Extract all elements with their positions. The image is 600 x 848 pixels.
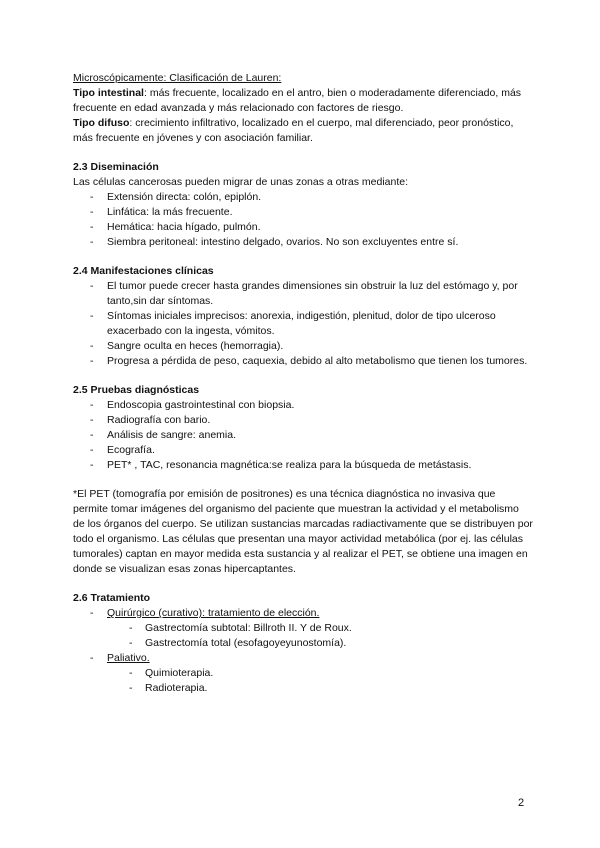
tipo-difuso-label: Tipo difuso: [73, 117, 130, 129]
list-item: - Ecografía.: [73, 443, 533, 458]
list-item: - Gastrectomía total (esofagoyeyunostomía).: [73, 636, 533, 651]
list-item: - Sangre oculta en heces (hemorragia).: [73, 339, 533, 354]
section-title-diseminacion: 2.3 Diseminación: [73, 161, 159, 173]
list-item: - Quimioterapia.: [73, 666, 533, 681]
tipo-difuso-text: : crecimiento infiltrativo, localizado en el cuerpo, mal diferenciado, peor pronóstico, más frecuente en jóvenes y con asociación familiar.: [73, 117, 514, 144]
page-number: 2: [518, 797, 525, 809]
list-item: - Extensión directa: colón, epiplón.: [73, 190, 533, 205]
tipo-intestinal-label: Tipo intestinal: [73, 87, 144, 99]
list-item: - Síntomas iniciales imprecisos: anorexia, indigestión, plenitud, dolor de tipo ulceroso exacerbado con la ingesta, vómitos.: [73, 309, 533, 339]
list-item-paliativo: [73, 651, 533, 666]
lauren-heading: Microscópicamente: Clasificación de Lauren:: [73, 72, 282, 84]
diseminacion-list: [73, 190, 533, 250]
tipo-intestinal-paragraph: [73, 86, 533, 116]
section-title-pruebas: 2.5 Pruebas diagnósticas: [73, 384, 200, 396]
list-item: - Análisis de sangre: anemia.: [73, 428, 533, 443]
section-title-tratamiento: 2.6 Tratamiento: [73, 592, 151, 604]
tratamiento-list: [73, 606, 533, 696]
section-title-manifestaciones: 2.4 Manifestaciones clínicas: [73, 265, 214, 277]
tipo-difuso-paragraph: [73, 116, 533, 146]
list-item: - El tumor puede crecer hasta grandes dimensiones sin obstruir la luz del estómago y, por tanto,sin dar síntomas.: [73, 279, 533, 309]
document-page: [73, 71, 533, 696]
diseminacion-intro: Las células cancerosas pueden migrar de unas zonas a otras mediante:: [73, 176, 409, 188]
manifestaciones-list: [73, 279, 533, 369]
pet-note: *El PET (tomografía por emisión de positrones) es una técnica diagnóstica no invasiva que permite tomar imágenes del organismo del paciente que muestran la actividad y el metabolismo de los órganos del cuerpo. Se utilizan sustancias marcadas radiactivamente que se distribuyen por todo el organismo. Las células que presentan una mayor actividad metabólica (por ej. las células tumorales) captan en mayor medida esta sustancia y al realizar el PET, se obtiene una imagen en donde se visualizan esas zonas hipercaptantes.: [73, 488, 533, 575]
list-item: - Siembra peritoneal: intestino delgado, ovarios. No son excluyentes entre sí.: [73, 235, 533, 250]
list-item: - Hemática: hacia hígado, pulmón.: [73, 220, 533, 235]
pruebas-list: [73, 398, 533, 473]
list-item: - Progresa a pérdida de peso, caquexia, debido al alto metabolismo que tienen los tumores.: [73, 354, 533, 369]
list-item: - Linfática: la más frecuente.: [73, 205, 533, 220]
list-item: - Gastrectomía subtotal: Billroth II. Y de Roux.: [73, 621, 533, 636]
list-item-quirurgico: [73, 606, 533, 621]
quirurgico-label: Quirúrgico (curativo): tratamiento de elección.: [107, 607, 320, 619]
list-item: - Endoscopia gastrointestinal con biopsia.: [73, 398, 533, 413]
tipo-intestinal-text: : más frecuente, localizado en el antro, bien o moderadamente diferenciado, más frecuente en edad avanzada y más relacionado con factores de riesgo.: [73, 87, 522, 114]
paliativo-label: Paliativo.: [107, 652, 150, 664]
list-item: - PET* , TAC, resonancia magnética:se realiza para la búsqueda de metástasis.: [73, 458, 533, 473]
list-item: - Radioterapia.: [73, 681, 533, 696]
list-item: - Radiografía con bario.: [73, 413, 533, 428]
